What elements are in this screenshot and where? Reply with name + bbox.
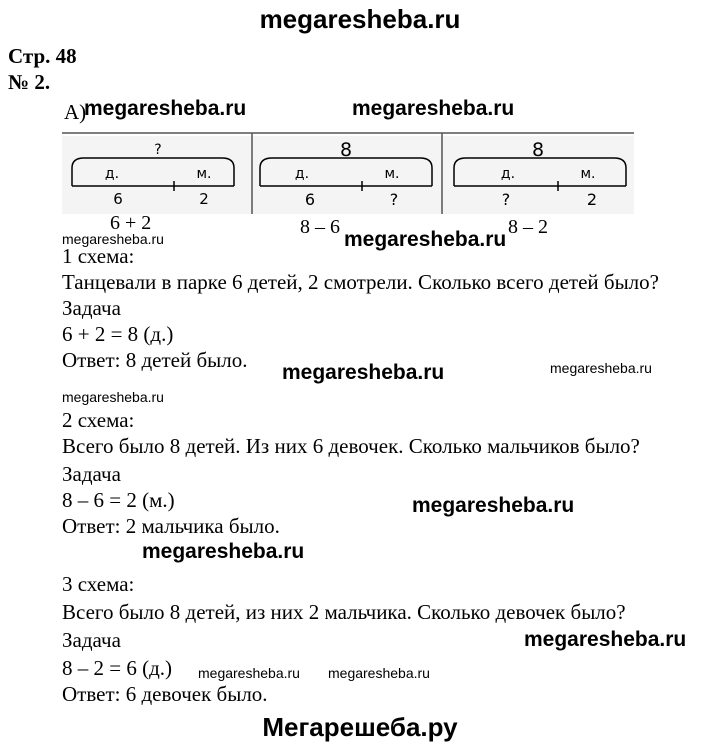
solution-2-title: 2 схема:: [62, 408, 135, 432]
scheme-1-top: ?: [154, 142, 162, 158]
watermark: megaresheba.ru: [328, 665, 430, 681]
scheme-2-bottom-left: 6: [304, 190, 316, 209]
watermark: megaresheba.ru: [412, 494, 575, 517]
solution-1-title: 1 схема:: [62, 244, 135, 268]
watermark: megaresheba.ru: [62, 231, 164, 247]
scheme-3-bottom-left: ?: [501, 190, 511, 209]
watermark: megaresheba.ru: [282, 361, 445, 384]
watermark: megaresheba.ru: [84, 97, 247, 120]
scheme-2-bottom-right: ?: [389, 190, 399, 209]
solution-2-task-label: Задача: [62, 462, 121, 486]
solution-1-equation: 6 + 2 = 8 (д.): [62, 322, 174, 346]
solution-3-title: 3 схема:: [62, 572, 135, 596]
watermark: megaresheba.ru: [142, 540, 305, 563]
scheme-3-top: 8: [531, 139, 545, 161]
scheme-1-bottom-right: 2: [199, 190, 209, 208]
scheme-1-right: м.: [196, 166, 212, 182]
solution-3-text: Всего было 8 детей, из них 2 мальчика. Сколько девочек было?: [62, 600, 626, 624]
scheme-2-top: 8: [339, 139, 353, 161]
solution-1-task-label: Задача: [62, 296, 121, 320]
watermark: megaresheba.ru: [62, 389, 164, 405]
task-number: № 2.: [8, 70, 51, 94]
site-header: megaresheba.ru: [259, 4, 461, 34]
solution-2-text: Всего было 8 детей. Из них 6 девочек. Сколько мальчиков было?: [62, 434, 640, 458]
scheme-3-bottom-right: 2: [586, 190, 598, 209]
scheme-1-formula: 6 + 2: [110, 212, 152, 234]
solution-3-task-label: Задача: [62, 628, 121, 652]
scheme-2-left: д.: [294, 166, 310, 182]
page-label: Стр. 48: [8, 44, 77, 68]
scheme-1-left: д.: [104, 166, 120, 182]
solution-1-answer: Ответ: 8 детей было.: [62, 348, 248, 372]
scheme-3-formula: 8 – 2: [508, 216, 548, 238]
solution-1-text: Танцевали в парке 6 детей, 2 смотрели. Сколько всего детей было?: [62, 270, 659, 294]
watermark: megaresheba.ru: [198, 665, 300, 681]
watermark: megaresheba.ru: [550, 360, 652, 376]
watermark: megaresheba.ru: [344, 228, 507, 251]
scheme-3-right: м.: [580, 166, 596, 182]
solution-2-answer: Ответ: 2 мальчика было.: [62, 514, 280, 538]
scheme-2-right: м.: [384, 166, 400, 182]
part-label: А): [64, 100, 87, 124]
watermark: megaresheba.ru: [352, 97, 515, 120]
solution-3-equation: 8 – 2 = 6 (д.): [62, 656, 173, 680]
solution-3-answer: Ответ: 6 девочек было.: [62, 682, 268, 706]
scheme-1-bottom-left: 6: [113, 190, 123, 208]
solution-2-equation: 8 – 6 = 2 (м.): [62, 488, 175, 512]
watermark: megaresheba.ru: [524, 628, 687, 651]
scheme-2-formula: 8 – 6: [300, 216, 340, 238]
site-footer: Мегарешеба.ру: [262, 712, 458, 742]
scheme-3-left: д.: [500, 166, 516, 182]
